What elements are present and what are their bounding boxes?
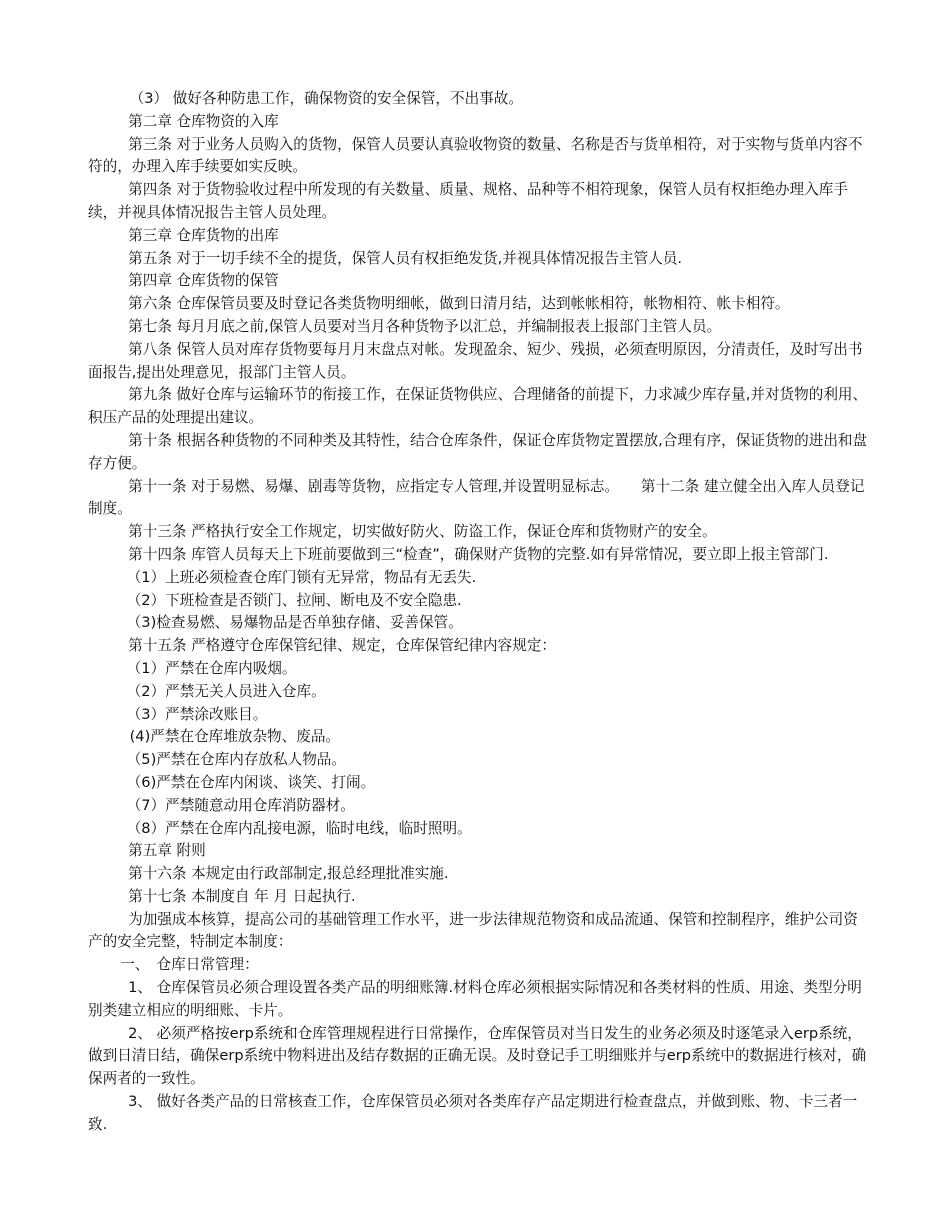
paragraph: 2、 必须严格按erp系统和仓库管理规程进行日常操作，仓库保管员对当日发生的业务必须及时逐笔录入erp系统，做到日清日结，确保erp系统中物料进出及结存数据的正确无误。及时登记手工明细账并与erp系统中的数据进行核对，确保两者的一致性。 (88, 1024, 867, 1088)
paragraph: 第七条 每月月底之前,保管人员要对当月各种货物予以汇总，并编制报表上报部门主管人员。 (128, 317, 722, 335)
paragraph: 第五章 附则 (128, 842, 206, 860)
paragraph: 第十三条 严格执行安全工作规定，切实做好防火、防盗工作，保证仓库和货物财产的安全。 (128, 523, 717, 541)
paragraph: （1）上班必须检查仓库门锁有无异常，物品有无丢失. (126, 568, 477, 586)
paragraph: 第十七条 本制度自 年 月 日起执行. (128, 887, 356, 905)
paragraph: （7）严禁随意动用仓库消防器材。 (126, 796, 355, 814)
paragraph: 第八条 保管人员对库存货物要每月月末盘点对帐。发现盈余、短少、残损，必须查明原因，分清责任，及时写出书面报告,提出处理意见，报部门主管人员。 (88, 340, 863, 381)
paragraph: 第三章 仓库货物的出库 (128, 226, 279, 244)
paragraph: 一、 仓库日常管理： (120, 956, 259, 974)
paragraph: （6)严禁在仓库内闲谈、谈笑、打闹。 (126, 773, 376, 791)
paragraph: （3）严禁涂改账目。 (126, 705, 268, 723)
paragraph: 第十五条 严格遵守仓库保管纪律、规定，仓库保管纪律内容规定： (128, 637, 557, 655)
paragraph: （3)检查易燃、易爆物品是否单独存储、妥善保管。 (126, 614, 463, 632)
paragraph: 1、 仓库保管员必须合理设置各类产品的明细账簿.材料仓库必须根据实际情况和各类材料的性质、用途、类型分明别类建立相应的明细账、卡片。 (88, 979, 862, 1019)
paragraph: 第十条 根据各种货物的不同种类及其特性，结合仓库条件，保证仓库货物定置摆放,合理有序，保证货物的进出和盘存方便。 (88, 431, 868, 472)
paragraph: （5)严禁在仓库内存放私人物品。 (126, 751, 346, 769)
paragraph: 第五条 对于一切手续不全的提货，保管人员有权拒绝发货,并视具体情况报告主管人员. (128, 249, 683, 267)
paragraph: （3） 做好各种防患工作，确保物资的安全保管，不出事故。 (129, 90, 523, 107)
paragraph: 第四章 仓库货物的保管 (128, 272, 279, 290)
paragraph: （2）严禁无关人员进入仓库。 (126, 682, 326, 700)
paragraph: 第十四条 库管人员每天上下班前要做到三“检查”，确保财产货物的完整.如有异常情况，要立即上报主管部门. (128, 545, 829, 563)
paragraph: （8）严禁在仓库内乱接电源，临时电线，临时照明。 (126, 819, 472, 837)
paragraph: （2）下班检查是否锁门、拉闸、断电及不安全隐患. (126, 591, 462, 609)
paragraph: 第十一条 对于易燃、易爆、剧毒等货物，应指定专人管理,并设置明显标志。 第十二条 建立健全出入库人员登记制度。 (88, 477, 865, 518)
paragraph: （1）严禁在仓库内吸烟。 (126, 659, 297, 677)
paragraph: 为加强成本核算，提高公司的基础管理工作水平，进一步法律规范物资和成品流通、保管和控制程序，维护公司资产的安全完整，特制定本制度： (88, 910, 858, 951)
paragraph: 第六条 仓库保管员要及时登记各类货物明细帐，做到日清月结，达到帐帐相符，帐物相符、帐卡相符。 (128, 295, 790, 313)
paragraph: 第三条 对于业务人员购入的货物，保管人员要认真验收物资的数量、名称是否与货单相符，对于实物与货单内容不符的，办理入库手续要如实反映。 (88, 135, 863, 176)
paragraph: 第二章 仓库物资的入库 (128, 112, 279, 130)
paragraph: 第九条 做好仓库与运输环节的衔接工作，在保证货物供应、合理储备的前提下，力求减少库存量,并对货物的利用、积压产品的处理提出建议。 (88, 386, 868, 427)
paragraph: 第十六条 本规定由行政部制定,报总经理批准实施. (128, 865, 449, 883)
paragraph: (4)严禁在仓库堆放杂物、废品。 (129, 728, 341, 746)
paragraph: 第四条 对于货物验收过程中所发现的有关数量、质量、规格、品种等不相符现象，保管人员有权拒绝办理入库手续，并视具体情况报告主管人员处理。 (88, 181, 848, 221)
paragraph: 3、 做好各类产品的日常核查工作，仓库保管员必须对各类库存产品定期进行检查盘点，并做到账、物、卡三者一致. (88, 1093, 858, 1133)
